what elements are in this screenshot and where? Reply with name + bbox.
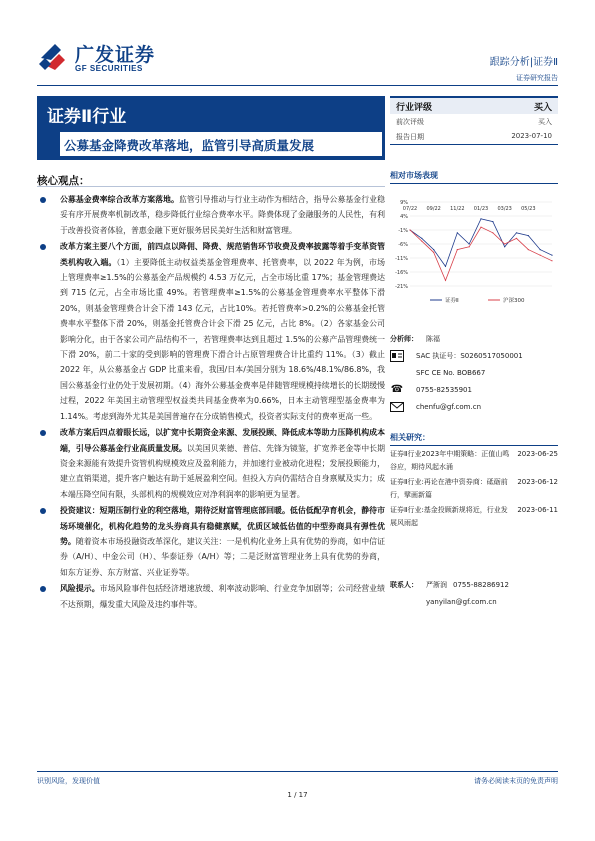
bullet-body: （1）主要降低主动权益类基金管理费率、托管费率，以 2022 年为例，市场上管理费率≥1.5%的公募基金产品规模约 4.53 万亿元，占全市场比重 17%；基金管理费达到 715 亿元，占全市场比重 49%。若管理费率≥1.5%的公募基金管理费率水平整体下滑 20%，则基金管理费合计会下滑 143 亿元，占比10%。若托管费率>0.2%的公募基金托管费率水平整体下滑 20%，则基金托管费合计会下滑 25 亿元，占比 8%。（2）各家基金公司影响分化，由于各家公司产品结构不一，若管理费率达到且超过 1.5%的公募产品管理费统一下滑 20%，前二十家的受到影响的管理费下滑合计占原管理费合计比重约 11%。（3）截止 2022 年，从公募基金占 GDP 比重来看，我国/日本/美国分别为 18.6%/48.1%/86.8%，我国公募基金行业仍处于发展初期。（4）海外公募基金费率是伴随管理规模持续增长的长期缓慢过程，2022 年美国主动管理型权益类共同基金费率为0.66%，日本主动管理型基金费率为 1.14%。考虑到海外尤其是美国普遍存在分成销售模式，投资者实际支付的费率更高一些。 [60,257,385,421]
chart-point [551,260,552,261]
bullet-lead: 投资建议：短期压制行业的利空落地，期待泛财富管理底部回暖。低估低配孕育机会，静待市场环境催化，机构化趋势的龙头券商具有稳健禀赋，优质区域低估值的中型券商具有弹性优势。 [60,506,385,546]
related-item-date: 2023-06-12 [517,478,558,486]
related-item[interactable] [390,476,558,502]
related-item-date: 2023-06-25 [517,450,558,458]
company-logo [37,38,167,82]
prev-rating-label: 前次评级 [396,118,424,126]
chart-point [504,243,505,244]
chart-y-tick-label: 4% [400,214,408,220]
prev-rating-row [390,114,558,129]
chart-y-tick-label: -21% [395,284,408,290]
analyst-phone: 0755-82535901 [416,385,472,394]
chart-point [528,249,529,250]
related-item-title[interactable]: 证券Ⅱ行业:基金投顾新规将近，行业发展风雨起 [390,506,508,527]
chart-point [433,252,434,253]
chart-y-tick-label: -16% [395,270,408,276]
related-item-date: 2023-06-11 [517,506,558,514]
core-view-title: 核心观点： [37,175,90,187]
bullet-icon [40,430,46,436]
core-bullet [40,581,385,612]
related-item[interactable] [390,448,558,474]
bullet-icon [40,244,46,250]
market-title: 相对市场表现 [390,170,558,184]
chart-point [551,255,552,256]
rating-header [390,96,558,114]
report-type: 跟踪分析|证券Ⅱ [489,57,558,68]
bullet-icon [40,197,46,203]
contact-section [390,576,558,610]
chart-point [480,227,481,228]
related-title: 相关研究： [390,432,558,446]
rating-value: 买入 [533,102,552,113]
market-section [390,170,558,184]
analyst-title: 分析师： [390,334,418,343]
chart-x-tick-label: 09/22 [426,206,441,212]
core-bullet [40,425,385,502]
core-bullet [40,503,385,580]
footer-slogan: 识别风险，发现价值 [37,777,100,785]
chart-point [457,232,458,233]
chart-point [433,249,434,250]
chart-x-tick-label: 03/23 [497,206,512,212]
logo-text-en: GF SECURITIES [75,64,143,73]
report-date-value: 2023-07-10 [511,132,552,140]
contact-name: 严淅润 [426,580,447,589]
prev-rating-value: 买入 [538,118,552,126]
core-divider [37,186,385,187]
contact-email[interactable]: yanyilan@gf.com.cn [426,597,497,606]
core-bullet [40,192,385,238]
bullet-lead: 风险提示。 [60,584,100,594]
contact-name-row [390,576,558,593]
chart-point [421,241,422,242]
header-divider [37,85,558,86]
chart-series-line [410,227,552,280]
analyst-sfc-row [390,364,558,381]
analyst-name: 陈福 [426,334,440,343]
chart-x-tick-label: 11/22 [450,206,465,212]
report-date-row [390,129,558,145]
report-subtype: 证券研究报告 [516,74,558,82]
chart-x-tick-label: 07/22 [402,206,418,212]
chart-point [445,266,446,267]
bullet-body: 监管引导推动与行业主动作为相结合，指导公募基金行业稳妥有序开展费率机制改革，稳步降低行业综合费率水平。降费体现了金融服务的人民性，有利于改善投资者体验，普惠金融下更好服务居民美好生活和财富管理。 [60,195,385,235]
chart-y-tick-label: 9% [400,200,408,206]
bullet-icon [40,508,46,514]
report-headline: 公募基金降费改革落地，监管引导高质量发展 [60,132,382,156]
chart-point [492,232,493,233]
chart-x-tick-label: 05/23 [521,206,536,212]
chart-point [469,246,470,247]
chart-point [540,249,541,250]
analyst-sac: SAC 执证号：S0260517050001 [416,351,523,360]
chart-point [457,249,458,250]
chart-legend-label: 沪深300 [503,298,525,304]
chart-point [516,238,517,239]
chart-point [492,221,493,222]
sector-title: 证券Ⅱ行业 [47,107,127,127]
report-date-label: 报告日期 [396,133,424,141]
bullet-body: 市场风险事件包括经济增速放缓、利率波动影响、行业竞争加剧等；公司经营业绩不达预期，爆发重大风险及违约事件等。 [60,584,385,609]
related-item-title[interactable]: 证券Ⅱ行业:再论在港中资券商：砥砺前行，擘画新篇 [390,478,508,499]
logo-text-cn: 广发证券 [75,44,156,66]
chart-legend-label: 证券Ⅱ [445,298,459,304]
market-chart-svg [390,194,558,312]
footer-disclaimer[interactable]: 请务必阅读末页的免责声明 [474,777,558,785]
chart-x-tick-label: 01/23 [473,206,489,212]
related-section [390,432,558,530]
chart-point [421,238,422,239]
core-bullet [40,239,385,424]
chart-y-tick-label: -11% [395,256,408,262]
analyst-sfc: SFC CE No. BOB667 [416,368,486,377]
contact-title: 联系人： [390,580,418,589]
analyst-name-row [390,330,558,347]
email-icon [390,401,404,413]
related-item[interactable] [390,504,558,530]
chart-point [516,232,517,233]
contact-email-row [390,593,558,610]
analyst-section [390,330,558,415]
bullet-lead: 改革方案后四点着眼长远，以扩宽中长期资金来源、发展投顾、降低成本等助力压降机构成本端，引导公募基金行业高质量发展。 [60,428,385,453]
rating-box [390,96,558,145]
chart-point [480,218,481,219]
chart-point [409,229,410,230]
page-number: 1 / 17 [287,791,308,799]
footer-divider [37,771,558,772]
bullet-lead: 改革方案主要八个方面，前四点以降佣、降费、规范销售环节收费及费率披露等着手变革资管类机构收入端。 [60,242,385,267]
bullet-icon [40,586,46,592]
chart-point [445,280,446,281]
contact-phone: 0755-88286912 [453,580,509,589]
phone-icon: ☎ [390,384,404,395]
related-item-title[interactable]: 证券Ⅱ行业2023年中期策略：正值山鸣谷应，期待风起水涌 [390,450,510,471]
analyst-phone-row [390,381,558,398]
id-card-icon [390,350,404,362]
chart-y-tick-label: -1% [398,228,408,234]
analyst-email[interactable]: chenfu@gf.com.cn [416,402,482,411]
analyst-email-row [390,398,558,415]
bullet-body: 以美国贝莱德、普信、先锋为镜鉴，扩宽养老金等中长期资金来源能有效提升资管机构规模效应及盈利能力，并加速行业被动化进程；发展投顾能力，建立直销渠道，提升客户触达有助于延展盈利空间。但投入方向仍需结合自身禀赋及实力；成本端压降空间有限，头部机构的规模效应对净利润率的影响更为显著。 [60,443,385,499]
bullet-lead: 公募基金费率综合改革方案落地。 [60,195,179,204]
bullet-body: 随着资本市场投融资改革深化，建议关注：一是机构化业务上具有优势的券商，如中信证券（A/H）、中金公司（H）、华泰证券（A/H）等；二是泛财富管理业务上具有优势的券商，如东方证券、东方财富、兴业证券等。 [60,536,385,577]
chart-point [528,235,529,236]
chart-y-tick-label: -6% [398,242,408,248]
logo-mark-icon [37,40,71,74]
chart-point [540,255,541,256]
rating-label: 行业评级 [396,102,433,113]
market-chart [390,194,558,312]
core-view-list [40,192,385,613]
chart-series-line [410,219,552,267]
chart-point [504,246,505,247]
chart-point [469,243,470,244]
analyst-sac-row [390,347,558,364]
